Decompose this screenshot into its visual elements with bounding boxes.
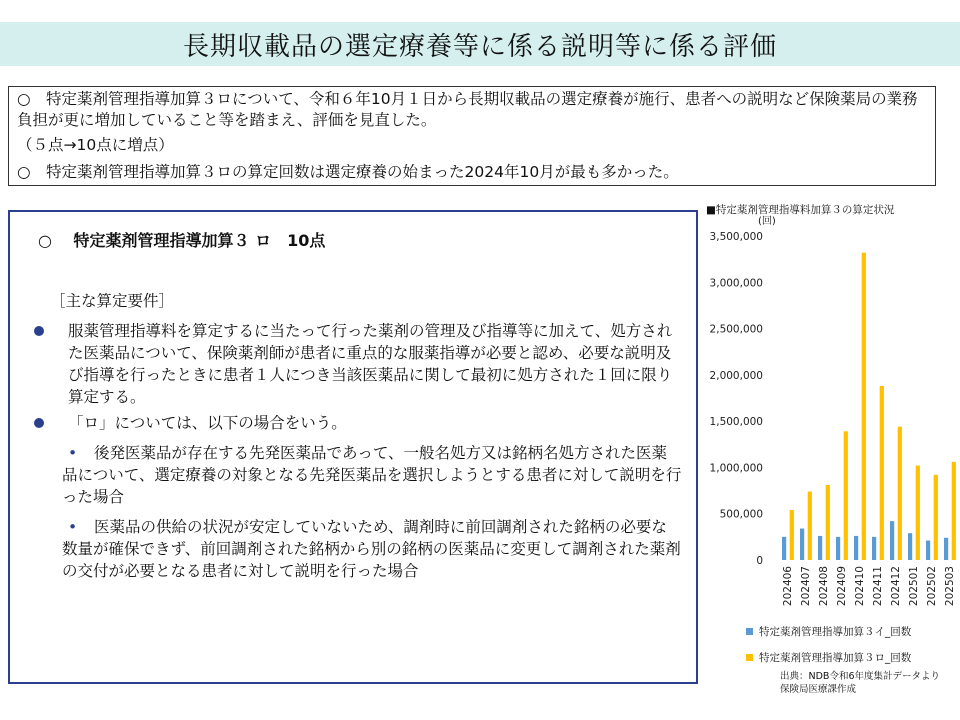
y-tick-label: 2,000,000	[709, 369, 763, 382]
chart-area	[700, 196, 958, 696]
legend-swatch-yellow-icon	[746, 654, 753, 661]
summary-paragraph-1: ○ 特定薬剤管理指導加算３ロについて、令和６年10月１日から長期収載品の選定療養が施行、患者への説明など保険薬局の業務負担が更に増加していること等を踏まえ、評価を見直した。	[17, 90, 918, 129]
bar-series1-202411	[872, 537, 876, 560]
summary-box	[8, 86, 936, 186]
x-tick-label: 202410	[854, 566, 866, 607]
sub-bullet-icon: •	[68, 518, 78, 536]
y-tick-label: 1,500,000	[709, 416, 763, 429]
y-tick-label: 1,000,000	[709, 462, 763, 475]
detail-heading: ○ 特定薬剤管理指導加算３ ロ 10点	[38, 231, 326, 250]
sub-item-2	[62, 516, 682, 582]
legend-label-1: 特定薬剤管理指導加算３イ_回数	[759, 626, 912, 638]
source-line-2: 保険局医療課作成	[780, 684, 857, 695]
bar-series1-202409	[836, 537, 840, 560]
y-tick-label: 3,500,000	[709, 231, 763, 243]
bar-series1-202406	[782, 537, 786, 560]
bullet-dot-icon	[34, 418, 44, 428]
page-title: 長期収載品の選定療養等に係る説明等に係る評価	[0, 22, 960, 66]
legend-item-series-1	[746, 624, 911, 639]
sub-item-text-1: 後発医薬品が存在する先発医薬品であって、一般名処方又は銘柄名処方された医薬品について、選定療養の対象となる先発医薬品を選択しようとする患者に対して説明を行った場合	[62, 444, 682, 506]
bar-series2-202410	[862, 253, 866, 560]
sub-bullet-icon: •	[68, 444, 78, 462]
x-tick-label: 202406	[782, 566, 794, 607]
x-tick-label: 202411	[872, 566, 884, 607]
requirement-text-2: 「ロ」については、以下の場合をいう。	[68, 414, 347, 432]
bar-series1-202412	[890, 521, 894, 560]
sub-item-text-2: 医薬品の供給の状況が安定していないため、調剤時に前回調剤された銘柄の必要な数量が確保できず、前回調剤された銘柄から別の銘柄の医薬品に変更して調剤された薬剤の交付が必要となる患者に対して説明を行った場合	[62, 518, 681, 580]
bar-series2-202502	[934, 475, 938, 560]
sub-item-1	[62, 442, 682, 508]
bar-series1-202501	[908, 533, 912, 560]
bar-series1-202502	[926, 541, 930, 560]
requirement-text-1: 服薬管理指導料を算定するに当たって行った薬剤の管理及び指導等に加えて、処方された医薬品について、保険薬剤師が患者に重点的な服薬指導が必要と認め、必要な説明及び指導を行ったときに患者１人につき当該医薬品に関して最初に処方された１回に限り算定する。	[68, 322, 673, 406]
legend-swatch-blue-icon	[746, 628, 753, 635]
requirements-label: ［主な算定要件］	[50, 292, 175, 310]
detail-box	[8, 210, 698, 684]
chart-source-note	[780, 670, 940, 696]
summary-paragraph-3: ○ 特定薬剤管理指導加算３ロの算定回数は選定療養の始まった2024年10月が最も多かった。	[17, 163, 679, 181]
bullet-dot-icon	[34, 326, 44, 336]
bar-series1-202503	[944, 538, 948, 560]
bar-series2-202407	[808, 491, 812, 560]
x-tick-label: 202407	[800, 566, 812, 607]
summary-paragraph-2: （５点→10点に増点）	[17, 136, 174, 154]
bar-series1-202410	[854, 536, 858, 560]
bar-series2-202411	[880, 386, 884, 560]
bar-series2-202503	[952, 462, 956, 560]
x-tick-label: 202501	[908, 566, 920, 607]
x-tick-label: 202412	[890, 566, 902, 607]
legend-item-series-2	[746, 650, 911, 665]
bar-series1-202407	[800, 529, 804, 560]
x-tick-label: 202503	[944, 566, 956, 607]
x-tick-label: 202408	[818, 566, 830, 607]
requirement-bullet-1	[34, 320, 682, 408]
y-tick-label: 3,000,000	[709, 277, 763, 290]
y-tick-label: 0	[756, 555, 763, 567]
requirement-bullet-2	[34, 412, 682, 434]
y-tick-label: 2,500,000	[709, 323, 763, 336]
bar-series2-202408	[826, 485, 830, 560]
bar-series2-202412	[898, 427, 902, 560]
bar-series1-202408	[818, 536, 822, 560]
source-line-1: 出典：NDB令和6年度集計データより	[780, 671, 940, 682]
bar-series2-202406	[790, 510, 794, 560]
bar-series2-202501	[916, 466, 920, 560]
chart-y-unit: (回)	[758, 216, 776, 227]
x-tick-label: 202409	[836, 566, 848, 607]
y-tick-label: 500,000	[719, 508, 763, 521]
legend-label-2: 特定薬剤管理指導加算３ロ_回数	[759, 652, 912, 664]
x-tick-label: 202502	[926, 566, 938, 607]
chart-title: ■特定薬剤管理指導料加算３の算定状況	[706, 204, 895, 216]
bar-series2-202409	[844, 431, 848, 560]
bar-chart	[700, 196, 958, 626]
